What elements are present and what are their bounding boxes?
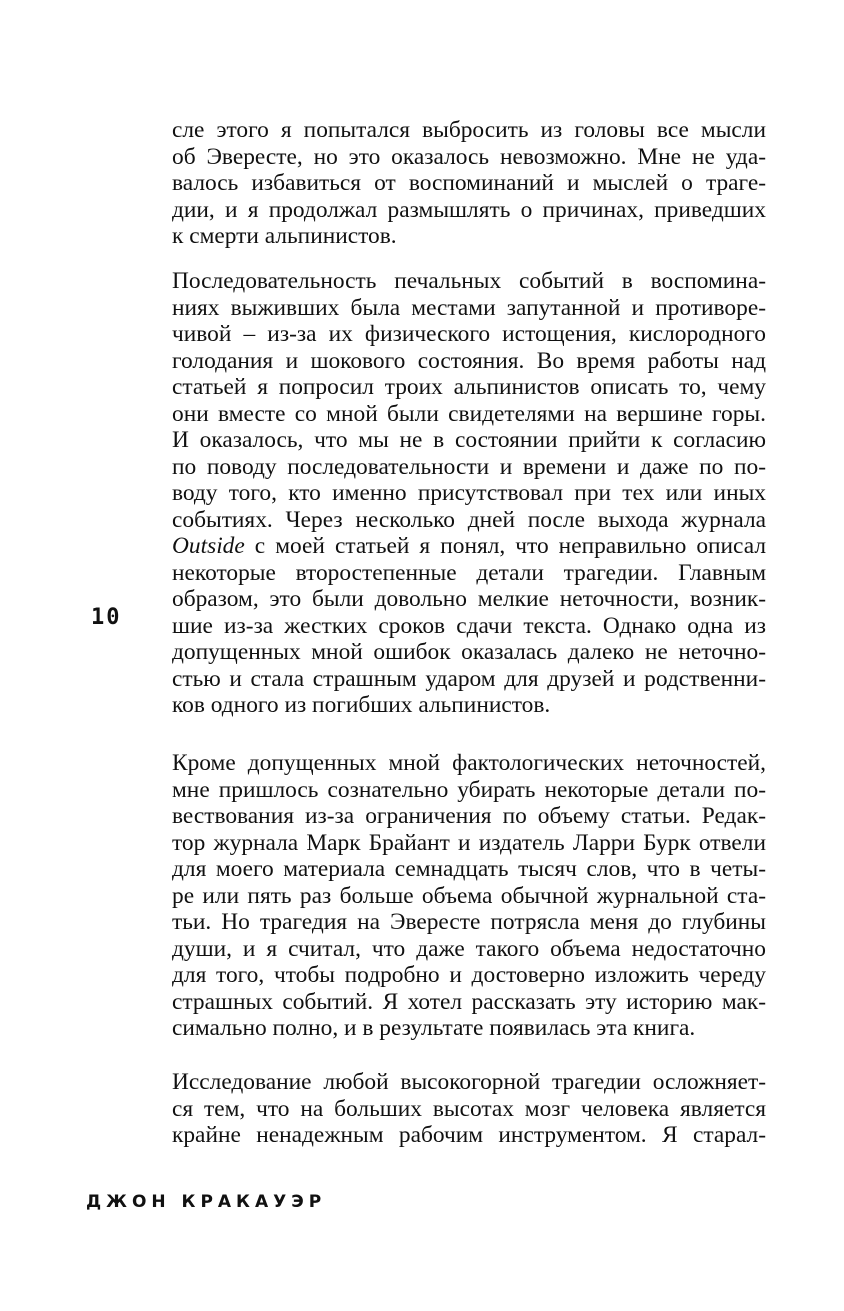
text-line-rest: с моей статьей я понял, что неправильно описал bbox=[244, 533, 766, 559]
text-line: ре или пять раз больше объема обычной журнальной ста- bbox=[172, 882, 766, 909]
text-line bbox=[172, 533, 766, 560]
text-line: воду того, кто именно присутствовал при тех или иных bbox=[172, 480, 766, 506]
text-line: ниях выживших была местами запутанной и противоре- bbox=[172, 294, 766, 321]
text-line: тор журнала Марк Брайант и издатель Ларри Бурк отвели bbox=[172, 829, 766, 856]
text-line: чивой – из-за их физического истощения, кислородного bbox=[172, 321, 766, 347]
page-number: 10 bbox=[91, 605, 122, 630]
text-line: образом, это были довольно мелкие неточности, возник- bbox=[172, 586, 766, 612]
paragraph-4 bbox=[172, 1069, 766, 1149]
text-line: вествования из-за ограничения по объему статьи. Редак- bbox=[172, 803, 766, 829]
text-line: страшных событий. Я хотел рассказать эту историю мак- bbox=[172, 988, 766, 1015]
magazine-title: Outside bbox=[172, 533, 245, 559]
text-line: стью и стала страшным ударом для друзей и родственни- bbox=[172, 665, 766, 692]
text-line: по поводу последовательности и времени и даже по по- bbox=[172, 453, 766, 480]
text-line: допущенных мной ошибок оказалась далеко не неточно- bbox=[172, 639, 766, 665]
text-line: Кроме допущенных мной фактологических неточностей, bbox=[172, 750, 766, 776]
text-line: шие из-за жестких сроков сдачи текста. Однако одна из bbox=[172, 612, 766, 639]
text-line: статьей я попросил троих альпинистов описать то, чему bbox=[172, 374, 766, 400]
text-line: событиях. Через несколько дней после выхода журнала bbox=[172, 506, 766, 533]
text-line: И оказалось, что мы не в состоянии прийти к согласию bbox=[172, 427, 766, 453]
text-line: валось избавиться от воспоминаний и мыслей о траге- bbox=[172, 170, 766, 196]
text-line: они вместе со мной были свидетелями на вершине горы. bbox=[172, 400, 766, 427]
text-line: крайне ненадежным рабочим инструментом. Я старал- bbox=[172, 1122, 766, 1148]
paragraph-2 bbox=[172, 268, 766, 719]
text-line: для моего материала семнадцать тысяч слов, что в четы- bbox=[172, 856, 766, 882]
text-line: симально полно, и в результате появилась эта книга. bbox=[172, 1015, 696, 1041]
text-line: Исследование любой высокогорной трагедии осложняет- bbox=[172, 1069, 766, 1095]
text-line: голодания и шокового состояния. Во время работы над bbox=[172, 347, 766, 374]
text-line: для того, чтобы подробно и достоверно изложить череду bbox=[172, 962, 766, 988]
text-line: некоторые второстепенные детали трагедии. Главным bbox=[172, 559, 766, 586]
paragraph-1 bbox=[172, 117, 766, 250]
text-line: мне пришлось сознательно убирать некоторые детали по- bbox=[172, 776, 766, 803]
running-footer-author: ДЖОН КРАКАУЭР bbox=[86, 1192, 327, 1212]
text-line: дии, и я продолжал размышлять о причинах, приведших bbox=[172, 196, 766, 223]
paragraph-3 bbox=[172, 750, 766, 1042]
text-line: ся тем, что на больших высотах мозг человека является bbox=[172, 1095, 766, 1122]
text-line: к смерти альпинистов. bbox=[172, 223, 397, 249]
text-line: Последовательность печальных событий в воспомина- bbox=[172, 268, 766, 294]
text-line: тьи. Но трагедия на Эвересте потрясла меня до глубины bbox=[172, 909, 766, 935]
text-line: сле этого я попытался выбросить из головы все мысли bbox=[172, 117, 766, 143]
text-line: души, и я считал, что даже такого объема недостаточно bbox=[172, 935, 766, 962]
text-line: об Эвересте, но это оказалось невозможно. Мне не уда- bbox=[172, 143, 766, 170]
text-line: ков одного из погибших альпинистов. bbox=[172, 692, 551, 718]
